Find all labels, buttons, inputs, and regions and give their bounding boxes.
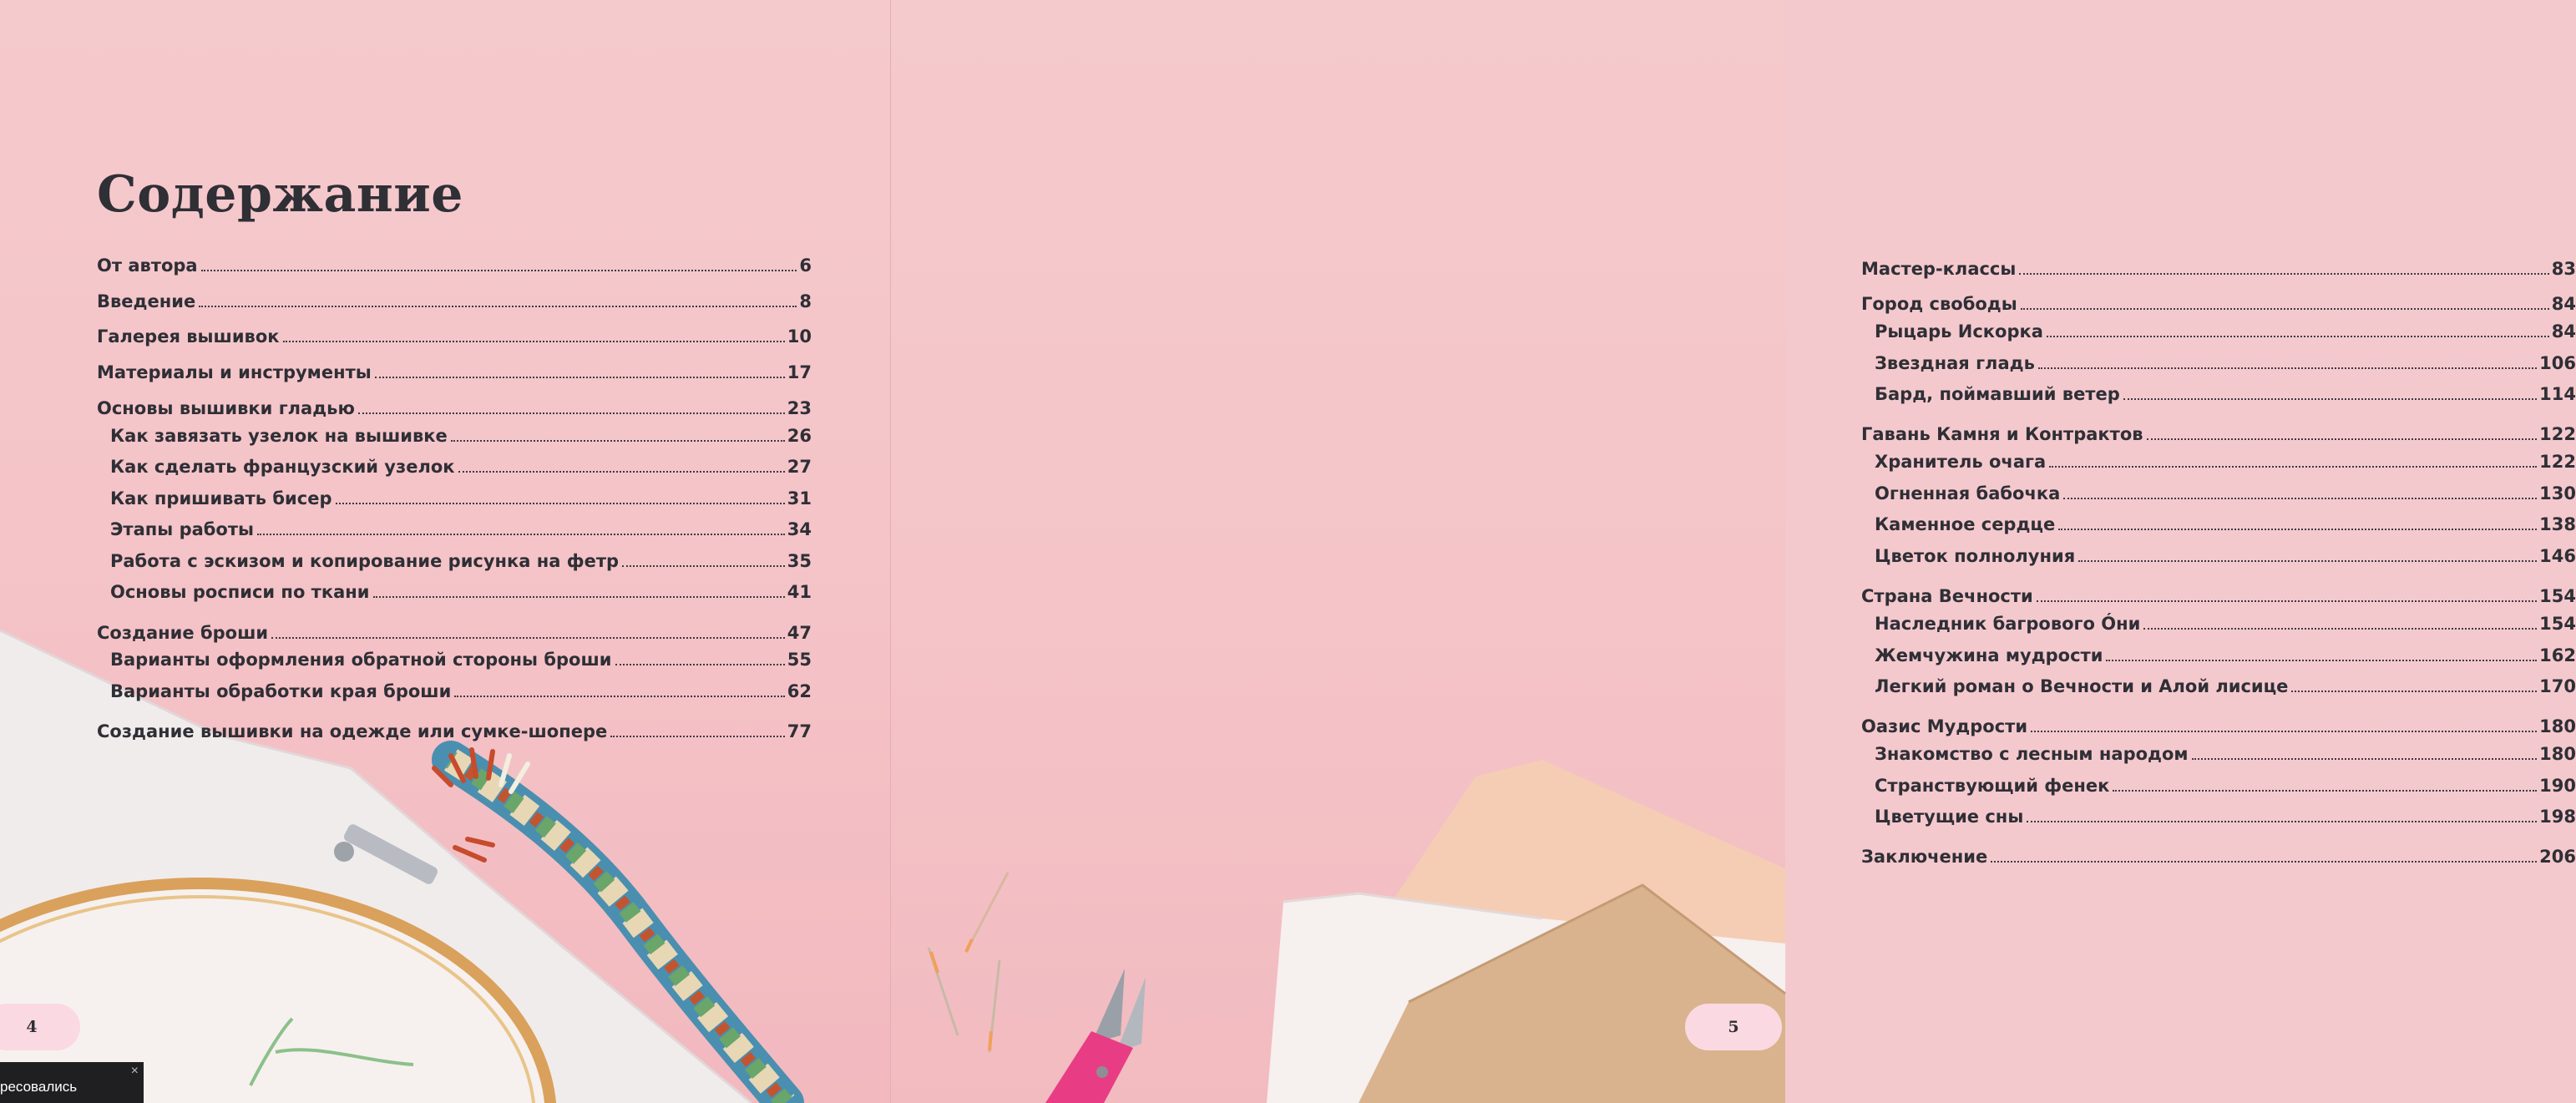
dot-leader <box>2291 691 2537 692</box>
dot-leader <box>451 440 785 442</box>
dot-leader <box>2037 600 2537 602</box>
dot-leader <box>2047 336 2549 337</box>
toc-entry[interactable] <box>1861 483 2576 508</box>
toc-entry-page: 122 <box>2539 424 2576 444</box>
toc-entry[interactable] <box>1861 353 2576 378</box>
dot-leader <box>610 736 785 737</box>
toc-entry-title: Мастер-классы <box>1861 259 2017 279</box>
toc-entry[interactable] <box>1861 847 2576 872</box>
dot-leader <box>2021 308 2549 310</box>
toc-entry-title: Введение <box>97 291 196 311</box>
dot-leader <box>2019 273 2548 275</box>
dot-leader <box>622 565 785 567</box>
toc-entry-page: 180 <box>2539 716 2576 736</box>
dot-leader <box>615 664 785 665</box>
close-icon[interactable]: × <box>130 1064 139 1078</box>
toc-entry[interactable] <box>1861 321 2576 347</box>
toc-entry-title: Жемчужина мудрости <box>1875 645 2103 665</box>
toc-entry-page: 146 <box>2539 546 2576 566</box>
toc-entry[interactable] <box>1861 716 2576 741</box>
page-title: Содержание <box>97 165 463 224</box>
toc-entry-title: Гавань Камня и Контрактов <box>1861 424 2143 444</box>
toc-entry-page: 62 <box>787 681 812 701</box>
page-number-right: 5 <box>1685 1004 1782 1050</box>
toc-entry-page: 130 <box>2539 483 2576 503</box>
toc-entry-title: Как сделать французский узелок <box>110 457 455 477</box>
toc-entry[interactable] <box>1861 294 2576 319</box>
toc-entry[interactable] <box>97 681 812 706</box>
toc-entry[interactable] <box>97 623 812 648</box>
page-number-left: 4 <box>0 1004 80 1050</box>
dot-leader <box>201 270 797 271</box>
toc-entry-title: Знакомство с лесным народом <box>1875 744 2189 764</box>
toc-entry[interactable] <box>1861 614 2576 639</box>
dot-leader <box>2113 790 2537 792</box>
toc-entry-title: Странствующий фенек <box>1875 776 2110 796</box>
dot-leader <box>358 412 785 414</box>
dot-leader <box>458 471 785 473</box>
right-page <box>891 0 2576 1103</box>
banner-text: ресовались <box>0 1079 78 1095</box>
dot-leader <box>2063 498 2537 499</box>
dot-leader <box>373 596 785 598</box>
toc-entry-page: 138 <box>2539 514 2576 534</box>
dot-leader <box>1991 861 2537 863</box>
toc-entry[interactable] <box>97 488 812 514</box>
toc-entry-title: Огненная бабочка <box>1875 483 2061 503</box>
dot-leader <box>454 696 784 697</box>
toc-entry-title: Город свободы <box>1861 294 2017 314</box>
toc-entry[interactable] <box>1861 744 2576 769</box>
toc-entry-title: Цветущие сны <box>1875 807 2024 827</box>
dot-leader <box>2078 560 2537 562</box>
toc-entry[interactable] <box>97 721 812 746</box>
toc-entry-page: 122 <box>2539 452 2576 472</box>
toc-entry-page: 84 <box>2551 321 2576 342</box>
toc-entry-title: Цветок полнолуния <box>1875 546 2076 566</box>
left-page <box>0 0 890 1103</box>
toc-entry-title: Этапы работы <box>110 519 255 539</box>
dot-leader <box>283 341 785 342</box>
toc-entry-page: 190 <box>2539 776 2576 796</box>
toc-entry[interactable] <box>1861 452 2576 477</box>
dot-leader <box>2106 660 2537 661</box>
toc-entry-page: 10 <box>787 326 812 347</box>
dot-leader <box>271 637 785 639</box>
toc-entry-page: 198 <box>2539 807 2576 827</box>
toc-entry-title: Материалы и инструменты <box>97 362 372 382</box>
toc-entry[interactable] <box>1861 807 2576 832</box>
dot-leader <box>2058 529 2537 530</box>
toc-entry[interactable] <box>1861 776 2576 801</box>
toc-entry-title: Варианты оформления обратной стороны броши <box>110 650 612 670</box>
toc-entry-page: 106 <box>2539 353 2576 373</box>
dot-leader <box>2038 367 2537 369</box>
toc-entry-page: 8 <box>799 291 812 311</box>
toc-entry[interactable] <box>97 551 812 576</box>
dot-leader <box>336 503 785 504</box>
toc-entry[interactable] <box>97 291 812 316</box>
toc-entry-page: 34 <box>787 519 812 539</box>
dot-leader <box>2147 438 2538 440</box>
dot-leader <box>2027 821 2537 822</box>
notification-banner[interactable] <box>0 1062 144 1103</box>
toc-entry[interactable] <box>1861 384 2576 409</box>
toc-entry[interactable] <box>1861 514 2576 539</box>
toc-entry[interactable] <box>1861 424 2576 449</box>
toc-entry-page: 27 <box>787 457 812 477</box>
toc-entry-title: Основы вышивки гладью <box>97 398 355 418</box>
toc-entry[interactable] <box>97 398 812 423</box>
toc-entry-title: Основы росписи по ткани <box>110 582 370 602</box>
toc-entry[interactable] <box>1861 546 2576 571</box>
dot-leader <box>257 534 785 535</box>
fabric-and-tools-photo <box>891 0 1785 1103</box>
toc-entry-page: 41 <box>787 582 812 602</box>
toc-entry-title: Создание вышивки на одежде или сумке-шопере <box>97 721 608 741</box>
dot-leader <box>199 306 797 307</box>
toc-entry-page: 206 <box>2539 847 2576 867</box>
toc-entry-title: Звездная гладь <box>1875 353 2035 373</box>
toc-entry-title: Оазис Мудрости <box>1861 716 2028 736</box>
toc-entry-page: 162 <box>2539 645 2576 665</box>
toc-entry-page: 35 <box>787 551 812 571</box>
toc-entry-title: Каменное сердце <box>1875 514 2056 534</box>
toc-entry[interactable] <box>97 519 812 544</box>
toc-entry-title: Галерея вышивок <box>97 326 280 347</box>
toc-entry-page: 84 <box>2551 294 2576 314</box>
toc-entry-title: Варианты обработки края броши <box>110 681 452 701</box>
toc-entry-page: 23 <box>787 398 812 418</box>
toc-entry-page: 83 <box>2551 259 2576 279</box>
toc-entry[interactable] <box>97 362 812 387</box>
toc-entry-title: Бард, поймавший ветер <box>1875 384 2120 404</box>
toc-entry-page: 180 <box>2539 744 2576 764</box>
dot-leader <box>2031 731 2537 732</box>
toc-entry-page: 77 <box>787 721 812 741</box>
toc-entry[interactable] <box>97 256 812 281</box>
toc-entry[interactable] <box>1861 645 2576 670</box>
toc-entry-title: Заключение <box>1861 847 1988 867</box>
toc-entry[interactable] <box>97 582 812 607</box>
toc-entry[interactable] <box>1861 259 2576 284</box>
dot-leader <box>2049 466 2537 468</box>
toc-entry-page: 114 <box>2539 384 2576 404</box>
dot-leader <box>2143 628 2537 630</box>
toc-entry-page: 47 <box>787 623 812 643</box>
toc-entry-title: Хранитель очага <box>1875 452 2047 472</box>
dot-leader <box>2123 398 2537 400</box>
toc-entry-title: Наследник багрового Óни <box>1875 614 2141 634</box>
toc-entry-title: Создание броши <box>97 623 269 643</box>
toc-entry[interactable] <box>97 457 812 482</box>
toc-entry-page: 17 <box>787 362 812 382</box>
toc-entry-title: Страна Вечности <box>1861 586 2033 606</box>
toc-entry-page: 6 <box>799 256 812 276</box>
toc-entry-page: 154 <box>2539 586 2576 606</box>
toc-entry-title: Рыцарь Искорка <box>1875 321 2043 342</box>
toc-entry[interactable] <box>97 650 812 675</box>
dot-leader <box>375 377 785 378</box>
toc-entry-page: 55 <box>787 650 812 670</box>
toc-entry-page: 170 <box>2539 676 2576 696</box>
toc-entry-title: Как пришивать бисер <box>110 488 332 508</box>
toc-entry-page: 154 <box>2539 614 2576 634</box>
toc-entry[interactable] <box>97 426 812 451</box>
toc-entry[interactable] <box>1861 676 2576 701</box>
toc-entry[interactable] <box>1861 586 2576 611</box>
toc-entry-title: Легкий роман о Вечности и Алой лисице <box>1875 676 2289 696</box>
toc-entry-title: Работа с эскизом и копирование рисунка на фетр <box>110 551 620 571</box>
toc-entry-page: 31 <box>787 488 812 508</box>
toc-entry-page: 26 <box>787 426 812 446</box>
dot-leader <box>2192 758 2538 760</box>
toc-entry-title: Как завязать узелок на вышивке <box>110 426 448 446</box>
toc-entry[interactable] <box>97 326 812 352</box>
toc-entry-title: От автора <box>97 256 198 276</box>
